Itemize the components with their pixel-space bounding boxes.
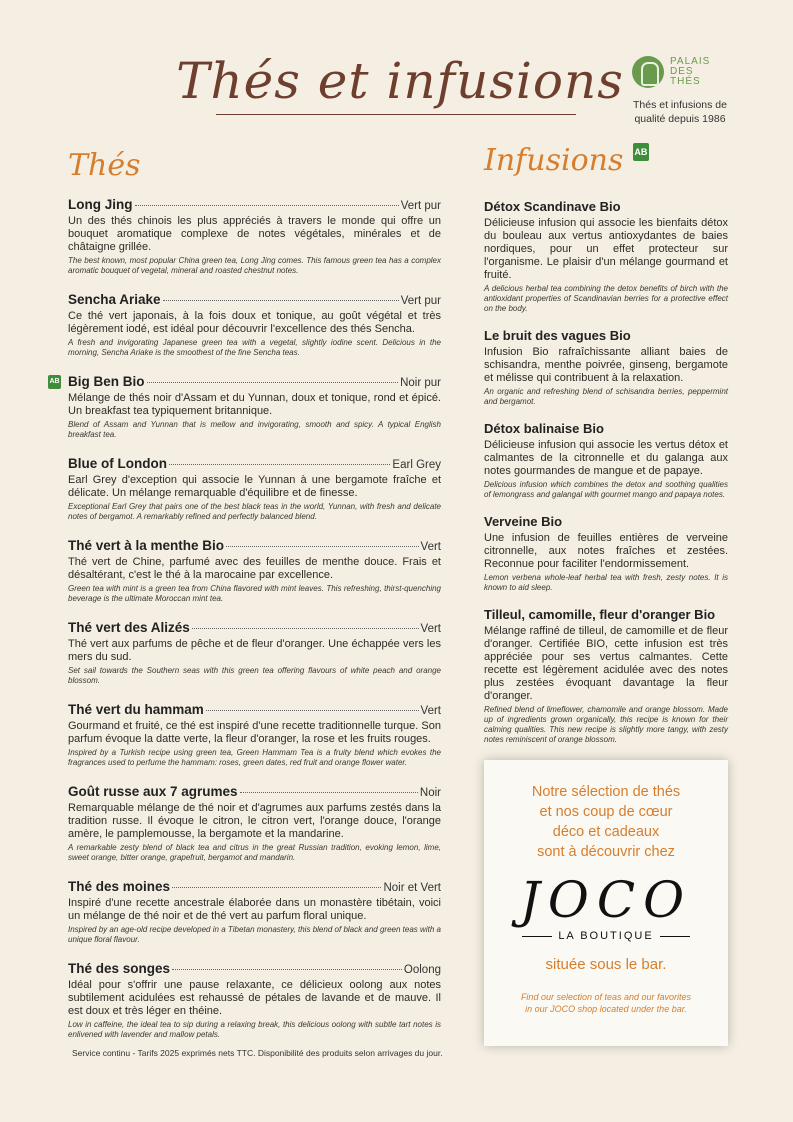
tea-description-english: A remarkable zesty blend of black tea and citrus in the great Russian tradition, evoking lemon, lime, sweet orange, bitter orange, grapefruit, bergamot and mandarin. (68, 843, 441, 862)
tea-type: Vert (420, 541, 441, 553)
infusion-name: Détox balinaise Bio (484, 421, 604, 436)
tea-description: Thé vert aux parfums de pêche et de fleur d'oranger. Une échappée vers les mers du sud. (68, 638, 441, 663)
tea-item (68, 197, 441, 276)
tea-item (68, 702, 441, 768)
infusion-list (484, 199, 728, 759)
infusion-name: Verveine Bio (484, 514, 563, 529)
tea-type: Vert (420, 705, 441, 717)
teas-section-title: Thés (68, 148, 141, 183)
infusion-description: Délicieuse infusion qui associe les bienfaits détox du bouleau aux vertus antioxydantes de baies nordiques, pour un effet protecteur sur l'organisme. Le plaisir d'un mélange gourmand et fruité. (484, 217, 728, 281)
tea-name: Sencha Ariake (68, 292, 161, 307)
title-divider (216, 114, 576, 115)
infusion-name: Le bruit des vagues Bio (484, 328, 631, 343)
brand-block (620, 56, 740, 126)
infusion-item-header (484, 607, 728, 622)
tea-name: Thé des songes (68, 961, 171, 976)
infusion-name: Détox Scandinave Bio (484, 199, 621, 214)
leader-dots (147, 382, 399, 383)
tea-description: Inspiré d'une recette ancestrale élaborée dans un monastère tibétain, voici un mélange de thé noir et de thé vert au parfum floral unique. (68, 897, 441, 922)
infusion-name: Tilleul, camomille, fleur d'oranger Bio (484, 607, 716, 622)
leader-dots (172, 887, 381, 888)
infusion-description: Mélange raffiné de tilleul, de camomille et de fleur d'oranger. Certifiée BIO, cette infusion est très appréciée pour ses vertus calmantes. Cette recette est légèrement acidulée avec des notes plus zestées évoquant davantage la fleur d'oranger. (484, 625, 728, 702)
infusion-item (484, 514, 728, 593)
infusion-description-english: Refined blend of limeflower, chamomile and orange blossom. Made up of ingredients grown organically, this recipe is known for their calming qualities. This new recipe is slightly more tangy, with zesty notes reminiscent of orange blossom. (484, 705, 728, 744)
tea-item (68, 879, 441, 945)
tea-name: Goût russe aux 7 agrumes (68, 784, 238, 799)
tea-name: Long Jing (68, 197, 133, 212)
leader-dots (163, 300, 399, 301)
tea-item-header (68, 784, 441, 799)
brand-logo (632, 56, 740, 88)
footer-note: Service continu - Tarifs 2025 exprimés nets TTC. Disponibilité des produits selon arrivages du jour. (72, 1048, 443, 1058)
leader-dots (169, 464, 390, 465)
tea-description-english: Set sail towards the Southern seas with this green tea offering flavours of white peach and orange blossom. (68, 666, 441, 685)
tea-item-header (68, 961, 441, 976)
tea-type: Earl Grey (392, 459, 441, 471)
tea-description: Remarquable mélange de thé noir et d'agrumes aux parfums zestés dans la tradition russe. Il évoque le citron, le citron vert, l'orange douce, l'orange amère, le pamplemousse, la bergamote et la mandarine. (68, 802, 441, 840)
tea-type: Oolong (403, 964, 441, 976)
tea-description-english: Exceptional Earl Grey that pairs one of the best black teas in the world, Yunnan, with fresh and delicate notes of bergamot. A remarkably refined and perfectly balanced blend. (68, 502, 441, 521)
leader-dots (226, 546, 418, 547)
leader-dots (135, 205, 399, 206)
tea-type: Vert pur (400, 295, 441, 307)
tea-description: Gourmand et fruité, ce thé est inspiré d'une recette traditionnelle turque. Son parfum évoque la datte verte, la fleur d'oranger, la rose et les fruits rouges. (68, 720, 441, 745)
infusion-item-header (484, 328, 728, 343)
infusion-description: Infusion Bio rafraîchissante alliant baies de schisandra, menthe poivrée, ginseng, bergamote et mélisse qui contribuent à la relaxation. (484, 346, 728, 384)
infusion-item (484, 199, 728, 314)
tea-name: Thé des moines (68, 879, 171, 894)
tea-item (68, 292, 441, 358)
infusion-item (484, 421, 728, 500)
joco-logo: JOCO (519, 871, 693, 929)
tea-item-header (68, 620, 441, 635)
tea-item (68, 538, 441, 604)
joco-english-note: Find our selection of teas and our favorites in our JOCO shop located under the bar. (520, 992, 692, 1014)
tea-description: Idéal pour s'offrir une pause relaxante, ce délicieux oolong aux notes subtilement acidulées est rehaussé de pétales de lavande et de mauve. Il est doux et très léger en théine. (68, 979, 441, 1017)
tea-item-header (68, 702, 441, 717)
leader-dots (192, 628, 419, 629)
tea-description-english: Inspired by an age-old recipe developed in a Tibetan monastery, this blend of black and green teas with a unique floral flavour. (68, 925, 441, 944)
organic-ab-icon: AB (48, 375, 61, 389)
tea-name: Thé vert à la menthe Bio (68, 538, 225, 553)
infusion-item-header (484, 421, 728, 436)
tea-type: Vert pur (400, 200, 441, 212)
brand-name: PALAIS DES THÉS (670, 56, 711, 87)
tea-description: Mélange de thés noir d'Assam et du Yunnan, doux et tonique, rond et épicé. Un breakfast tea typiquement britannique. (68, 392, 441, 417)
tea-item-header (68, 456, 441, 471)
tea-description-english: Low in caffeine, the ideal tea to sip during a relaxing break, this delicious oolong with subtle tart notes is enlivened with lavender and mallow petals. (68, 1020, 441, 1039)
leader-dots (240, 792, 418, 793)
tea-type: Vert (420, 623, 441, 635)
infusion-item-header (484, 199, 728, 214)
organic-ab-icon: AB (633, 143, 649, 161)
infusion-description-english: Delicious infusion which combines the detox and soothing qualities of lemongrass and galangal with gourmet mango and papaya notes. (484, 480, 728, 499)
infusion-item-header (484, 514, 728, 529)
tea-description-english: A fresh and invigorating Japanese green tea with a vegetal, slightly iodine scent. Delicious in the morning, Sencha Ariake is the smoothest of the fine Sencha teas. (68, 338, 441, 357)
tea-description-english: Green tea with mint is a green tea from China flavored with mint leaves. This refreshing, thirst-quenching beverage is the ultimate Moroccan mint tea. (68, 584, 441, 603)
infusions-section-title: Infusions AB (484, 143, 648, 178)
infusion-item (484, 607, 728, 745)
tea-description: Earl Grey d'exception qui associe le Yunnan à une bergamote fraîche et délicate. Un mélange remarquable d'équilibre et de finesse. (68, 474, 441, 499)
tea-item-header (68, 879, 441, 894)
tea-description: Thé vert de Chine, parfumé avec des feuilles de menthe douce. Frais et désaltérant, c'est le thé à la marocaine par excellence. (68, 556, 441, 581)
infusion-description: Délicieuse infusion qui associe les vertus détox et calmantes de la citronnelle et du galanga aux notes gourmandes de mangue et de papaye. (484, 439, 728, 477)
infusion-description: Une infusion de feuilles entières de verveine citronnelle, aux notes fraîches et zestées. Reconnue pour faciliter l'endormissement. (484, 532, 728, 570)
infusion-item (484, 328, 728, 407)
tea-description-english: Blend of Assam and Yunnan that is mellow and invigorating, smooth and spicy. A typical English breakfast tea. (68, 420, 441, 439)
tea-name: Thé vert du hammam (68, 702, 204, 717)
joco-shop-card (484, 760, 728, 1046)
tea-type: Noir et Vert (383, 882, 441, 894)
tea-item-header (68, 292, 441, 307)
leader-dots (172, 969, 402, 970)
joco-subtitle: LA BOUTIQUE (484, 930, 728, 942)
tea-name: Thé vert des Alizés (68, 620, 190, 635)
infusion-description-english: Lemon verbena whole-leaf herbal tea with fresh, zesty notes. It is known to aid sleep. (484, 573, 728, 592)
tea-description: Un des thés chinois les plus appréciés à travers le monde qui offre un bouquet aromatique complexe de notes végétales, minérales et de châtaigne grillée. (68, 215, 441, 253)
joco-intro: Notre sélection de thés et nos coup de cœur déco et cadeaux sont à découvrir chez (531, 784, 681, 860)
page-title: Thés et infusions (176, 52, 624, 110)
tea-description-english: The best known, most popular China green tea, Long Jing comes. This famous green tea has a complex aromatic bouquet of vegetal, mineral and roasted chestnut notes. (68, 256, 441, 275)
leaf-icon (632, 56, 664, 88)
leader-dots (206, 710, 419, 711)
tea-item-header (68, 374, 441, 389)
infusion-description-english: An organic and refreshing blend of schisandra berries, peppermint and bergamot. (484, 387, 728, 406)
tea-item (68, 620, 441, 686)
tea-type: Noir (419, 787, 441, 799)
tea-list (49, 197, 441, 1056)
infusion-description-english: A delicious herbal tea combining the detox benefits of birch with the antioxidant properties of Scandinavian berries for a protective effect on the body. (484, 284, 728, 313)
tea-item (49, 374, 441, 440)
tea-item (68, 961, 441, 1040)
tea-item-header (68, 538, 441, 553)
tea-description-english: Inspired by a Turkish recipe using green tea, Green Hammam Tea is a fruity blend which evokes the fragrances used to perfume the hammam: roses, green dates, red fruit and orange flower water. (68, 748, 441, 767)
tea-item (68, 784, 441, 863)
tea-type: Noir pur (400, 377, 441, 389)
tea-description: Ce thé vert japonais, à la fois doux et tonique, au goût végétal et très légèrement iodé, est idéal pour découvrir l'excellence des thés Sencha. (68, 310, 441, 335)
tea-item-header (68, 197, 441, 212)
joco-location: située sous le bar. (545, 956, 667, 973)
tea-item (68, 456, 441, 522)
brand-tagline: Thés et infusions de qualité depuis 1986 (633, 99, 727, 125)
tea-name: Blue of London (68, 456, 167, 471)
tea-name: Big Ben Bio (68, 374, 145, 389)
